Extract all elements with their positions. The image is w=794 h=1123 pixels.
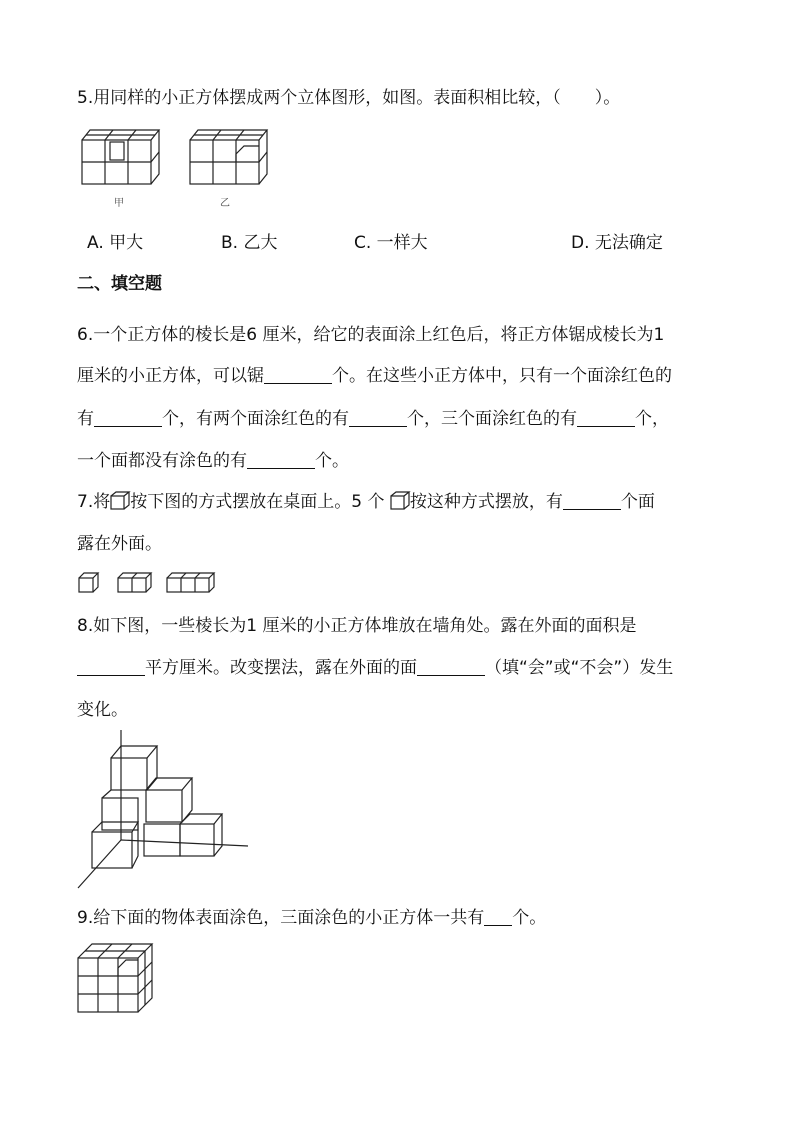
q5-fig-b-label: 乙 <box>220 198 230 209</box>
q6-blank-5[interactable] <box>247 450 315 469</box>
q7-blank[interactable] <box>563 491 621 510</box>
q9-figure <box>76 942 166 1022</box>
q8-figure <box>76 730 256 890</box>
q8-text: 平方厘米。改变摆法，露在外面的面 <box>145 658 417 678</box>
q6-text: 个，有两个面涂红色的有 <box>162 409 349 429</box>
q7-line2: 露在外面。 <box>77 534 162 554</box>
q6-text: 有 <box>77 409 94 429</box>
q8-blank-2[interactable] <box>417 657 485 676</box>
q8-line3: 变化。 <box>77 700 128 720</box>
q8-blank-1[interactable] <box>77 657 145 676</box>
q6-text: 厘米的小正方体，可以锯 <box>77 366 264 386</box>
q8-line2 <box>77 656 673 680</box>
q7-figure <box>78 572 228 596</box>
q9-blank[interactable] <box>484 907 512 926</box>
q6-blank-3[interactable] <box>349 408 407 427</box>
q6-text: 个。在这些小正方体中，只有一个面涂红色的 <box>332 366 672 386</box>
q8-text: （填“会”或“不会”）发生 <box>485 658 674 678</box>
q5-option-c[interactable]: C. 一样大 <box>354 233 428 253</box>
q7-line1 <box>77 490 655 514</box>
q6-line3 <box>77 407 669 431</box>
q6-line2 <box>77 364 672 388</box>
q6-line1: 6.一个正方体的棱长是6 厘米，给它的表面涂上红色后，将正方体锯成棱长为1 <box>77 325 665 345</box>
q9-text: 个。 <box>512 908 547 928</box>
q5-figure-a <box>80 126 160 186</box>
q7-text: 按这种方式摆放，有 <box>409 492 563 512</box>
q5-option-d[interactable]: D. 无法确定 <box>571 233 663 253</box>
q6-text: 个。 <box>315 451 349 471</box>
q6-blank-4[interactable] <box>577 408 635 427</box>
cube-icon <box>110 491 130 511</box>
q9-line <box>77 906 546 930</box>
q6-blank-2[interactable] <box>94 408 162 427</box>
q5-option-a[interactable]: A. 甲大 <box>87 233 144 253</box>
q7-text: 7.将 <box>77 492 111 512</box>
q7-text: 个面 <box>620 492 655 512</box>
q9-text: 9.给下面的物体表面涂色，三面涂色的小正方体一共有 <box>77 908 485 928</box>
q5-fig-a-label: 甲 <box>114 198 124 209</box>
q6-blank-1[interactable] <box>264 365 332 384</box>
q6-text: 一个面都没有涂色的有 <box>77 451 247 471</box>
q5-figure-b <box>188 126 268 186</box>
q6-text: 个，三个面涂红色的有 <box>407 409 577 429</box>
q6-text: 个， <box>635 409 669 429</box>
q6-line4 <box>77 449 349 473</box>
section-title: 二、填空题 <box>77 274 162 294</box>
q5-option-b[interactable]: B. 乙大 <box>221 233 278 253</box>
q7-text: 按下图的方式摆放在桌面上。5 个 <box>130 492 385 512</box>
q5-text: 5.用同样的小正方体摆成两个立体图形，如图。表面积相比较，（ ）。 <box>77 88 621 108</box>
q8-line1: 8.如下图，一些棱长为1 厘米的小正方体堆放在墙角处。露在外面的面积是 <box>77 616 637 636</box>
cube-icon <box>390 491 410 511</box>
